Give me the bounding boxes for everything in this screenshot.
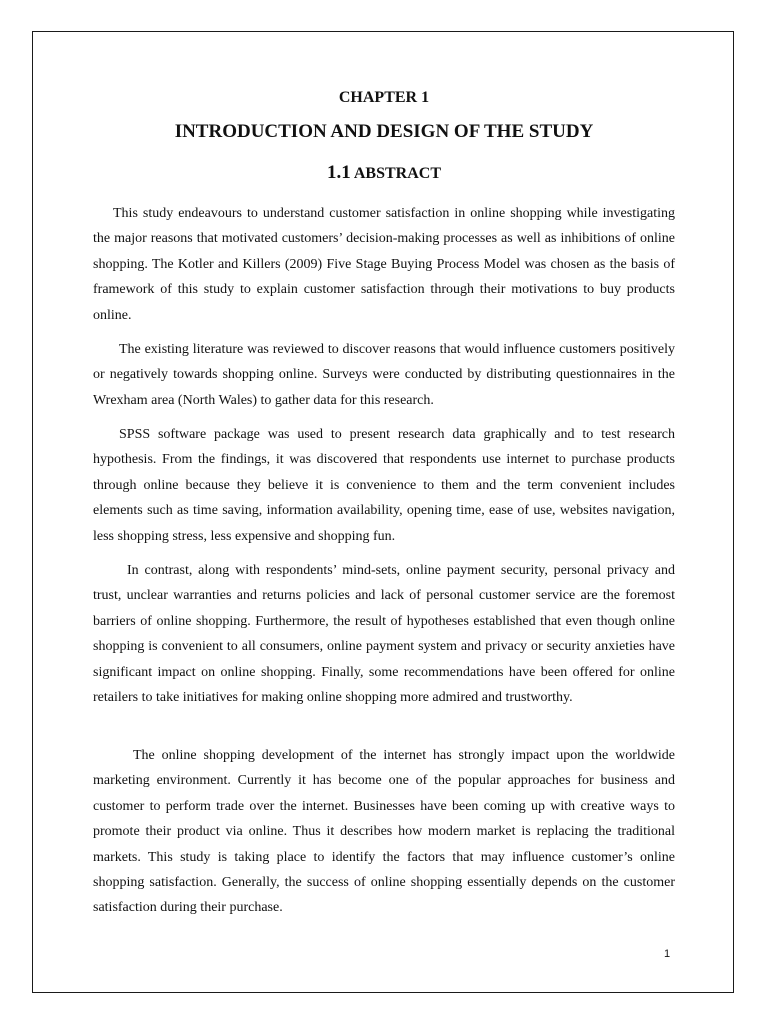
chapter-title: INTRODUCTION AND DESIGN OF THE STUDY [174, 121, 594, 142]
abstract-paragraph-1: This study endeavours to understand customer satisfaction in online shopping while investigating the major reasons that motivated customers’ decision-making processes as well as inhibitions of online shopping. The Kotler and Killers (2009) Five Stage Buying Process Model was chosen as the basis of framework of this study to explain customer satisfaction through their motivations to buy products online. [93, 206, 675, 323]
page-number: 1 [664, 948, 671, 960]
abstract-paragraph-4: In contrast, along with respondents’ mind-sets, online payment security, personal privacy and trust, unclear warranties and returns policies and lack of personal customer service are the foremost barriers of online shopping. Furthermore, the result of hypotheses established that even though online shopping is convenient to all consumers, online payment system and privacy or security anxieties have significant impact on online shopping. Finally, some recommendations have been offered for online retailers to take initiatives for making online shopping more admired and trustworthy. [93, 563, 675, 706]
abstract-paragraph-5: The online shopping development of the internet has strongly impact upon the worldwide marketing environment. Currently it has become one of the popular approaches for business and customer to perform trade over the internet. Businesses have been coming up with creative ways to promote their product via online. Thus it describes how modern market is replacing the traditional markets. This study is taking place to identify the factors that may influence customer’s online shopping satisfaction. Generally, the success of online shopping essentially depends on the customer satisfaction during their purchase. [93, 748, 675, 916]
document-body [93, 84, 675, 916]
abstract-paragraph-2: The existing literature was reviewed to discover reasons that would influence customers positively or negatively towards shopping online. Surveys were conducted by distributing questionnaires in the Wrexham area (North Wales) to gather data for this research. [93, 342, 675, 408]
chapter-heading: CHAPTER 1 [338, 89, 430, 106]
section-number: 1.1 [326, 162, 351, 183]
abstract-paragraph-3: SPSS software package was used to present research data graphically and to test research hypothesis. From the findings, it was discovered that respondents use internet to purchase products through online because they believe it is convenience to them and the term convenient includes elements such as time saving, information availability, opening time, ease of use, websites navigation, less shopping stress, less expensive and shopping fun. [93, 427, 675, 544]
section-heading [93, 159, 675, 187]
section-title: ABSTRACT [353, 165, 441, 182]
